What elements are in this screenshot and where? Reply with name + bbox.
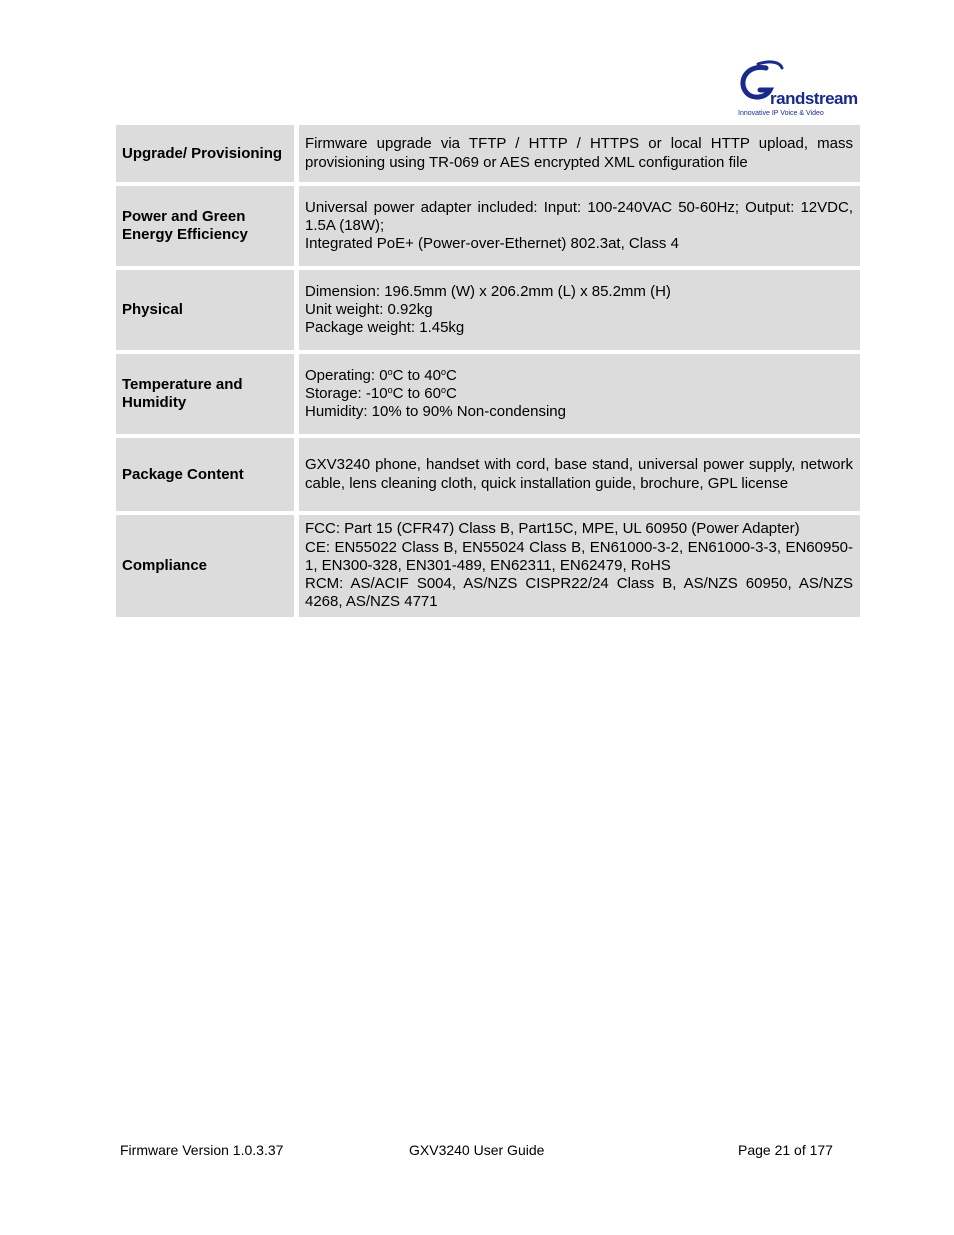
spec-value-line: Storage: -10$^o$C to 60$^o$C	[305, 384, 457, 402]
spec-value-line: Package weight: 1.45kg	[305, 319, 465, 337]
spec-row-power	[116, 186, 860, 266]
spec-table	[116, 125, 860, 621]
spec-label: Upgrade/ Provisioning	[116, 125, 294, 182]
spec-value-line: Unit weight: 0.92kg	[305, 300, 433, 318]
spec-value-line: Integrated PoE+ (Power-over-Ethernet) 802.3at, Class 4	[305, 235, 679, 253]
spec-value-line: Universal power adapter included: Input: 100-240VAC 50-60Hz; Output: 12VDC, 1.5A (18W);	[305, 198, 853, 234]
spec-value-line: Operating: 0$^o$C to 40$^o$C	[305, 366, 457, 384]
grandstream-logo-icon	[736, 60, 858, 118]
spec-row-package	[116, 438, 860, 511]
spec-value-line: FCC: Part 15 (CFR47) Class B, Part15C, MPE, UL 60950 (Power Adapter)	[305, 520, 800, 538]
footer-guide-title: GXV3240 User Guide	[409, 1142, 545, 1158]
spec-value-line: GXV3240 phone, handset with cord, base stand, universal power supply, network cable, lens cleaning cloth, quick installation guide, brochure, GPL license	[305, 456, 853, 492]
spec-label: Power and Green Energy Efficiency	[116, 186, 294, 266]
logo-brand: randstream	[770, 89, 858, 108]
spec-row-physical	[116, 270, 860, 350]
spec-value-line: Dimension: 196.5mm (W) x 206.2mm (L) x 85.2mm (H)	[305, 282, 671, 300]
spec-value-line: CE: EN55022 Class B, EN55024 Class B, EN61000-3-2, EN61000-3-3, EN60950-1, EN300-328, EN301-489, EN62311, EN62479, RoHS	[305, 538, 853, 574]
spec-value	[299, 515, 860, 617]
spec-row-upgrade	[116, 125, 860, 182]
spec-row-compliance	[116, 515, 860, 617]
spec-value	[299, 125, 860, 182]
logo-tagline: Innovative IP Voice & Video	[738, 110, 824, 117]
footer-firmware-version: Firmware Version 1.0.3.37	[120, 1142, 284, 1158]
spec-value	[299, 438, 860, 511]
spec-value	[299, 354, 860, 434]
spec-label: Temperature and Humidity	[116, 354, 294, 434]
spec-value	[299, 186, 860, 266]
spec-value-line: Humidity: 10% to 90% Non-condensing	[305, 403, 566, 421]
spec-label: Compliance	[116, 515, 294, 617]
spec-value-line: Firmware upgrade via TFTP / HTTP / HTTPS or local HTTP upload, mass provisioning using TR-069 or AES encrypted XML configuration file	[305, 135, 853, 171]
spec-label: Physical	[116, 270, 294, 350]
spec-value	[299, 270, 860, 350]
footer-page-number: Page 21 of 177	[738, 1142, 833, 1158]
spec-label: Package Content	[116, 438, 294, 511]
spec-row-temperature	[116, 354, 860, 434]
spec-value-line: RCM: AS/ACIF S004, AS/NZS CISPR22/24 Class B, AS/NZS 60950, AS/NZS 4268, AS/NZS 4771	[305, 575, 853, 611]
